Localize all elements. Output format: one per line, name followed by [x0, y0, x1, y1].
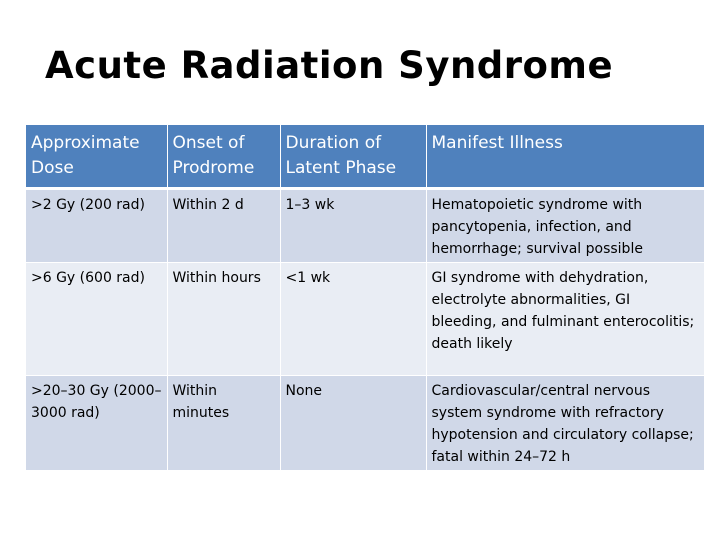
table-row	[26, 375, 704, 470]
cell-onset: Within 2 d	[167, 188, 280, 262]
cell-latent: 1–3 wk	[280, 188, 426, 262]
cell-illness: Cardiovascular/central nervous system syndrome with refractory hypotension and circulatory collapse; fatal within 24–72 h	[426, 375, 704, 470]
slide-title: Acute Radiation Syndrome	[45, 44, 614, 87]
cell-dose: >2 Gy (200 rad)	[26, 188, 167, 262]
header-duration-latent-phase: Duration of Latent Phase	[280, 125, 426, 188]
cell-illness: Hematopoietic syndrome with pancytopenia, infection, and hemorrhage; survival possible	[426, 188, 704, 262]
table-row	[26, 262, 704, 375]
cell-dose: >20–30 Gy (2000–3000 rad)	[26, 375, 167, 470]
table-row	[26, 188, 704, 262]
cell-latent: <1 wk	[280, 262, 426, 375]
cell-latent: None	[280, 375, 426, 470]
cell-illness: GI syndrome with dehydration, electrolyte abnormalities, GI bleeding, and fulminant enterocolitis; death likely	[426, 262, 704, 375]
radiation-syndrome-table	[26, 125, 704, 471]
cell-dose: >6 Gy (600 rad)	[26, 262, 167, 375]
header-onset-of-prodrome: Onset of Prodrome	[167, 125, 280, 188]
cell-onset: Within minutes	[167, 375, 280, 470]
cell-onset: Within hours	[167, 262, 280, 375]
header-approximate-dose: Approximate Dose	[26, 125, 167, 188]
table-header-row	[26, 125, 704, 188]
header-manifest-illness: Manifest Illness	[426, 125, 704, 188]
